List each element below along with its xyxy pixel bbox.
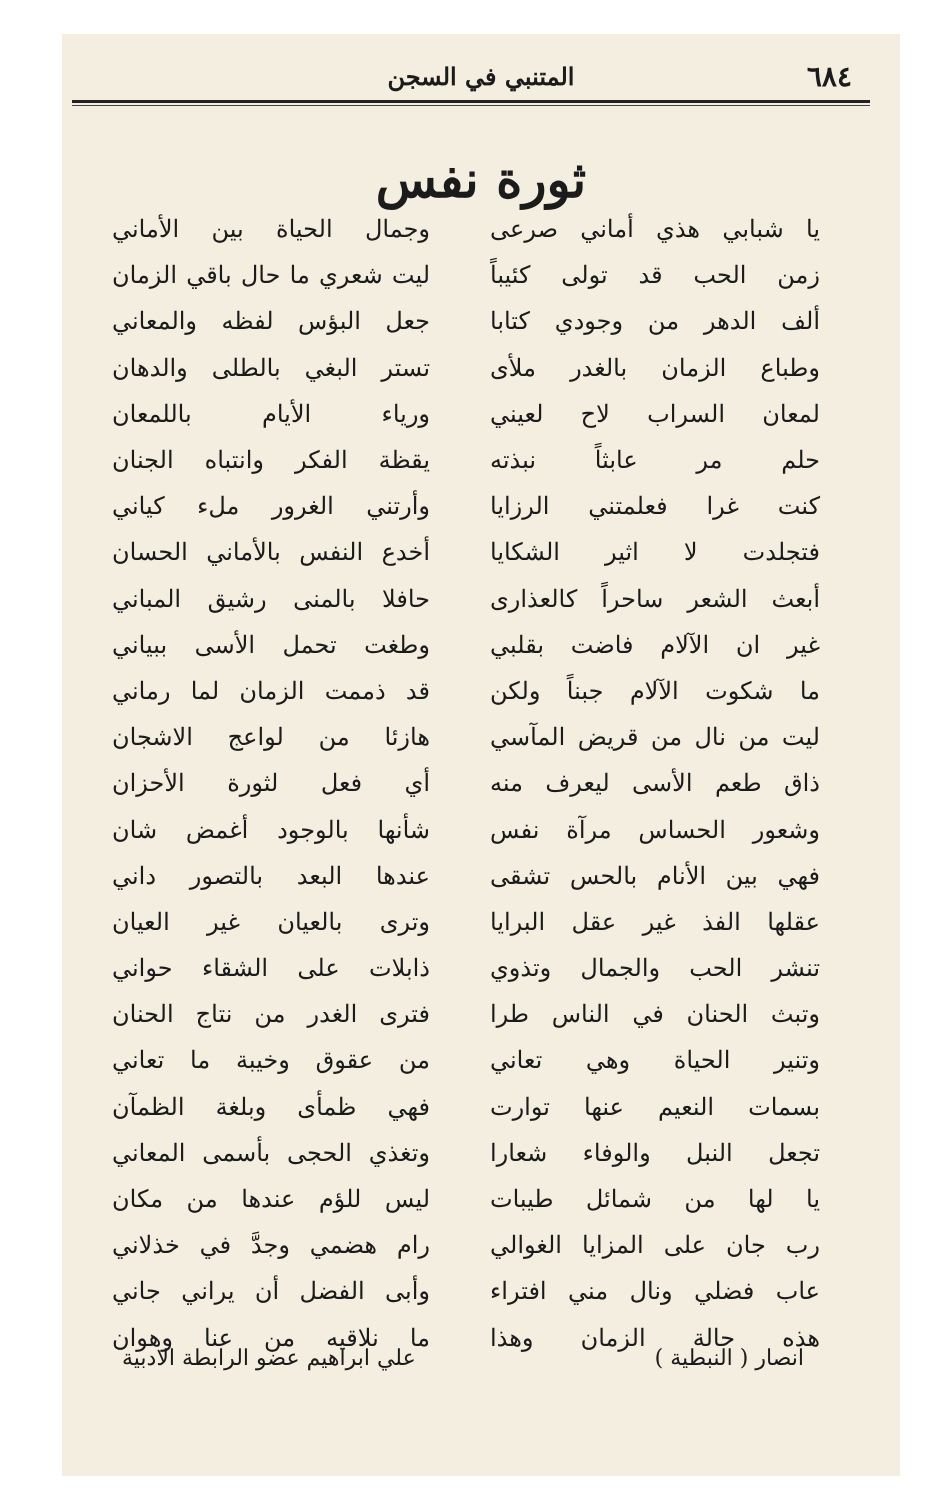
verse-second-hemistich: حافلا بالمنى رشيق المباني [112,584,430,613]
verse-line [92,206,820,252]
verse-line [92,622,820,668]
running-title: المتنبي في السجن [387,62,575,91]
verse-line [92,345,820,391]
verse-second-hemistich: وأبى الفضل أن يراني جاني [112,1277,430,1306]
verse-second-hemistich: ورياء الأيام باللمعان [112,399,430,428]
verse-line [92,1130,820,1176]
verse-second-hemistich: شأنها بالوجود أغمض شان [112,815,430,844]
verse-second-hemistich: أي فعل لثورة الأحزان [112,769,430,798]
verse-line [92,437,820,483]
verse-first-hemistich: ليت من نال من قريض المآسي [490,723,820,752]
verse-second-hemistich: تستر البغي بالطلى والدهان [112,353,430,382]
verse-first-hemistich: وتنير الحياة وهي تعاني [490,1046,820,1075]
verse-second-hemistich: وترى بالعيان غير العيان [112,907,430,936]
verse-second-hemistich: يقظة الفكر وانتباه الجنان [112,446,430,475]
verse-first-hemistich: زمن الحب قد تولى كئيباً [490,261,820,290]
verse-first-hemistich: يا لها من شمائل طيبات [490,1185,820,1214]
verse-first-hemistich: تجعل النبل والوفاء شعارا [490,1138,820,1167]
page-header [62,60,900,96]
verse-line [92,668,820,714]
verse-first-hemistich: عاب فضلي ونال مني افتراء [490,1277,820,1306]
verse-second-hemistich: من عقوق وخيبة ما تعاني [112,1046,430,1075]
poem-signature [122,1346,804,1371]
poem-title: ثورة نفس [375,150,587,209]
verse-first-hemistich: ما شكوت الآلام جبناً ولكن [490,676,820,705]
verse-first-hemistich: فتجلدت لا اثير الشكايا [490,538,820,567]
verse-first-hemistich: حلم مر عابثاً نبذته [490,446,820,475]
verse-second-hemistich: هازئا من لواعج الاشجان [112,723,430,752]
verse-first-hemistich: تنشر الحب والجمال وتذوي [490,954,820,983]
verse-line [92,945,820,991]
verse-second-hemistich: وأرتني الغرور ملء كياني [112,492,430,521]
verse-first-hemistich: ألف الدهر من وجودي كتابا [490,307,820,336]
verse-first-hemistich: لمعان السراب لاح لعيني [490,399,820,428]
verse-first-hemistich: أبعث الشعر ساحراً كالعذارى [490,584,820,613]
verse-first-hemistich: رب جان على المزايا الغوالي [490,1231,820,1260]
verse-line [92,252,820,298]
verse-second-hemistich: وتغذي الحجى بأسمى المعاني [112,1138,430,1167]
verse-second-hemistich: رام هضمي وجدَّ في خذلاني [112,1231,430,1260]
verse-line [92,853,820,899]
verse-second-hemistich: عندها البعد بالتصور داني [112,861,430,890]
verse-line [92,391,820,437]
verse-second-hemistich: ليس للؤم عندها من مكان [112,1185,430,1214]
verse-first-hemistich: كنت غرا فعلمتني الرزايا [490,492,820,521]
verse-first-hemistich: وشعور الحساس مرآة نفس [490,815,820,844]
verse-line [92,298,820,344]
verse-first-hemistich: وطباع الزمان بالغدر ملأى [490,353,820,382]
verse-second-hemistich: وطغت تحمل الأسى ببياني [112,630,430,659]
verse-line [92,899,820,945]
verse-first-hemistich: فهي بين الأنام بالحس تشقى [490,861,820,890]
verse-second-hemistich: ليت شعري ما حال باقي الزمان [112,261,430,290]
header-rule [72,100,870,106]
verse-first-hemistich: هذه حالة الزمان وهذا [490,1323,820,1352]
verse-first-hemistich: يا شبابي هذي أماني صرعى [490,215,820,244]
verse-first-hemistich: عقلها الفذ غير عقل البرايا [490,907,820,936]
verse-second-hemistich: فهي ظمأى وبلغة الظمآن [112,1092,430,1121]
verse-line [92,806,820,852]
verse-second-hemistich: وجمال الحياة بين الأماني [112,215,430,244]
verse-line [92,1084,820,1130]
verse-second-hemistich: قد ذممت الزمان لما رماني [112,676,430,705]
verse-second-hemistich: فترى الغدر من نتاج الحنان [112,1000,430,1029]
signature-place: انصار ( النبطية ) [654,1346,804,1371]
book-page [62,34,900,1476]
signature-author: علي ابراهيم عضو الرابطة الادبية [122,1346,416,1371]
verse-first-hemistich: بسمات النعيم عنها توارت [490,1092,820,1121]
verse-second-hemistich: ذابلات على الشقاء حواني [112,954,430,983]
verse-line [92,991,820,1037]
verse-first-hemistich: غير ان الآلام فاضت بقلبي [490,630,820,659]
verse-line [92,760,820,806]
verse-line [92,529,820,575]
verse-line [92,483,820,529]
verse-first-hemistich: ذاق طعم الأسى ليعرف منه [490,769,820,798]
page-number: ٦٨٤ [806,60,852,93]
verse-second-hemistich: جعل البؤس لفظه والمعاني [112,307,430,336]
verse-second-hemistich: ما نلاقيه من عنا وهوان [112,1323,430,1352]
verse-line [92,576,820,622]
verse-line [92,1268,820,1314]
verse-first-hemistich: وتبث الحنان في الناس طرا [490,1000,820,1029]
verse-line [92,1222,820,1268]
poem-body [92,206,820,1361]
verse-line [92,1176,820,1222]
verse-second-hemistich: أخدع النفس بالأماني الحسان [112,538,430,567]
verse-line [92,714,820,760]
verse-line [92,1037,820,1083]
